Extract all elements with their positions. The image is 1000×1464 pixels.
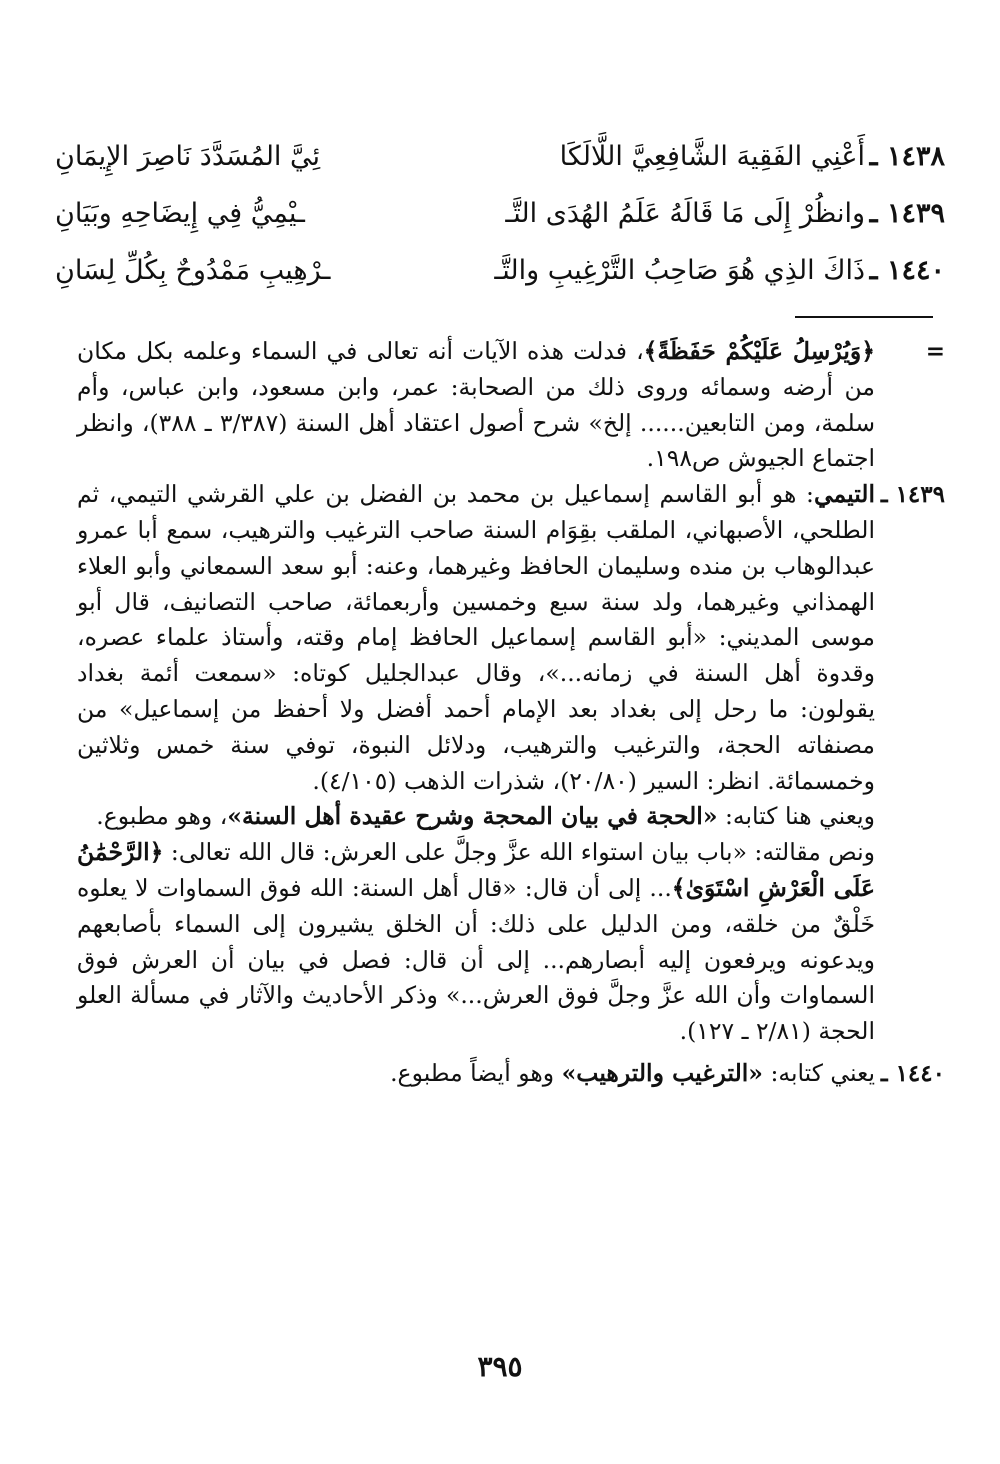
verse-first-hemistich: وانظُرْ إِلَى مَا قَالَهُ عَلَمُ الهُدَى التَّـ xyxy=(505,198,865,229)
footnote-text: يعني كتابه: «الترغيب والترهيب» وهو أيضاً مطبوع. xyxy=(390,1058,875,1087)
verse-line xyxy=(55,185,945,242)
footnote-body: ، فدلت هذه الآيات أنه تعالى في السماء وعلمه بكل مكان من أرضه وسمائه وروى ذلك من الصحابة: عمر، وابن مسعود، وابن عباس، وأم سلمة، ومن التابعين...... إلخ» شرح أصول اعتقاد أهل السنة (٣/٣٨٧ ـ ٣٨٨)، وانظر اجتماع الجيوش ص١٩٨. xyxy=(77,337,876,473)
book-title: «الترغيب والترهيب» xyxy=(561,1058,763,1087)
verse-line xyxy=(55,242,945,299)
footnote-paragraph: ويعني هنا كتابه: «الحجة في بيان المحجة وشرح عقيدة أهل السنة»، وهو مطبوع. xyxy=(96,802,875,831)
footnote-number: ١٤٣٩ ـ xyxy=(880,481,945,509)
footnote-separator xyxy=(795,316,933,318)
verse-first-hemistich: أَعْنِي الفَقِيهَ الشَّافِعِيَّ اللَّالَكَا xyxy=(559,141,865,172)
biography-body: : هو أبو القاسم إسماعيل بن محمد بن الفضل بن علي القرشي التيمي، ثم الطلحي، الأصبهاني، الملقب بقِوَام السنة صاحب الترغيب والترهيب، سمع أبا عمرو عبدالوهاب بن منده وسليمان الحافظ وغيرهما، وعنه: أبو سعد السمعاني وأبو العلاء الهمذاني وغيرهما، ولد سنة سبع وخمسين وأربعمائة، صاحب التصانيف، قال أبو موسى المديني: «أبو القاسم إسماعيل الحافظ إمام وقته، وأستاذ علماء عصره، وقدوة أهل السنة في زمانه...»، وقال عبدالجليل كوتاه: «سمعت أئمة بغداد يقولون: ما رحل إلى بغداد بعد الإمام أحمد أفضل ولا أحفظ من إسماعيل» من مصنفاته الحجة، والترغيب والترهيب، ودلائل النبوة، توفي سنة خمس وثلاثين وخمسمائة. انظر: السير (٢٠/٨٠)، شذرات الذهب (٤/١٠٥). xyxy=(77,480,875,795)
verse-number: ١٤٤٠ ـ xyxy=(869,255,945,286)
verse-second-hemistich: ـيْمِيُّ فِي إِيضَاحِهِ وبَيَانِ xyxy=(55,198,305,229)
footnote-continued xyxy=(77,334,945,477)
biography-name: التيمي xyxy=(813,480,875,509)
verse-second-hemistich: ـرْهِيبِ مَمْدُوحٌ بِكُلِّ لِسَانِ xyxy=(55,255,331,286)
verse-block xyxy=(55,128,945,299)
footnote-1439 xyxy=(77,477,945,1050)
footnote-1440 xyxy=(77,1056,945,1092)
footnote-number: ١٤٤٠ ـ xyxy=(880,1059,945,1087)
footnotes xyxy=(77,334,945,1092)
continuation-mark: = xyxy=(925,338,945,365)
verse-number: ١٤٣٩ ـ xyxy=(869,198,945,229)
verse-number: ١٤٣٨ ـ xyxy=(869,141,945,172)
quran-quote: ﴿وَيُرْسِلُ عَلَيْكُمْ حَفَظَةً﴾ xyxy=(643,337,876,365)
footnote-text xyxy=(77,477,875,799)
quran-quote: ﴿الرَّحْمَٰنُ عَلَى الْعَرْشِ اسْتَوَىٰ﴾ xyxy=(77,838,875,902)
verse-line xyxy=(55,128,945,185)
footnote-text xyxy=(77,334,875,477)
book-title: «الحجة في بيان المحجة وشرح عقيدة أهل السنة» xyxy=(227,802,718,831)
verse-second-hemistich: ئِيَّ المُسَدَّدَ نَاصِرَ الإِيمَانِ xyxy=(55,141,321,172)
verse-first-hemistich: ذَاكَ الذِي هُوَ صَاحِبُ التَّرْغِيبِ والتَّـ xyxy=(494,255,865,286)
page-number: ٣٩٥ xyxy=(477,1350,523,1383)
footnote-paragraph: ونص مقالته: «باب بيان استواء الله عزَّ وجلَّ على العرش: قال الله تعالى: ﴿الرَّحْمَٰنُ عَلَى الْعَرْشِ اسْتَوَىٰ﴾... إلى أن قال: «قال أهل السنة: الله فوق السماوات لا يعلوه خَلْقٌ من خلقه، ومن الدليل على ذلك: أن الخلق يشيرون إلى السماء بأصابعهم ويدعونه ويرفعون إليه أبصارهم... إلى أن قال: فصل في بيان أن العرش فوق السماوات وأن الله عزَّ وجلَّ فوق العرش...» وذكر الأحاديث والآثار في مسألة العلو الحجة (٢/٨١ ـ ١٢٧). xyxy=(77,838,875,1046)
